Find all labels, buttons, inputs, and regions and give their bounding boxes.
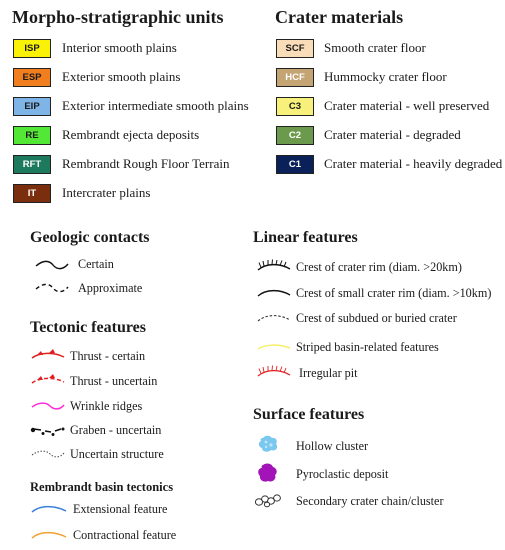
morpho-unit-isp: [13, 39, 51, 58]
morpho-unit-label: Rembrandt Rough Floor Terrain: [62, 156, 230, 171]
uncertain-structure-symbol: [30, 448, 66, 460]
irregular-pit-symbol: [256, 367, 294, 379]
extensional-feature-symbol: [30, 503, 68, 515]
crater-unit-c2: [276, 126, 314, 145]
surface-label: Pyroclastic deposit: [296, 467, 389, 481]
linear-label: Crest of subdued or buried crater: [296, 311, 457, 325]
thrust-uncertain-symbol: [30, 375, 66, 387]
morpho-unit-label: Intercrater plains: [62, 185, 151, 200]
linear-label: Crest of crater rim (diam. >20km): [296, 260, 462, 274]
unit-swatch: RE: [13, 126, 51, 145]
tectonic-label: Graben - uncertain: [70, 423, 162, 437]
morpho-unit-esp: [13, 68, 51, 87]
unit-swatch: C3: [276, 97, 314, 116]
contractional-feature-symbol: [30, 529, 68, 541]
morpho-unit-eip: [13, 97, 51, 116]
crater-heading: Crater materials: [275, 7, 404, 27]
crater-unit-label: Crater material - well preserved: [324, 98, 490, 113]
crater-unit-label: Smooth crater floor: [324, 40, 426, 55]
linear-label: Irregular pit: [299, 366, 358, 380]
linear-heading: Linear features: [253, 229, 358, 246]
crater-unit-label: Crater material - heavily degraded: [324, 156, 503, 171]
hollow-cluster-icon: [258, 434, 280, 454]
unit-swatch: RFT: [13, 155, 51, 174]
surface-heading: Surface features: [253, 406, 365, 423]
contact-approximate-symbol: [34, 282, 70, 294]
rembrandt-label: Extensional feature: [73, 502, 168, 516]
wrinkle-ridge-symbol: [30, 400, 66, 412]
striped-feature-symbol: [256, 341, 292, 353]
tectonic-label: Uncertain structure: [70, 447, 164, 461]
crater-unit-hcf: [276, 68, 314, 87]
crater-unit-label: Hummocky crater floor: [324, 69, 447, 84]
morpho-unit-re: [13, 126, 51, 145]
secondary-crater-chain-icon: [254, 491, 284, 509]
morpho-unit-label: Exterior smooth plains: [62, 69, 181, 84]
unit-swatch: HCF: [276, 68, 314, 87]
morpho-heading: Morpho-stratigraphic units: [12, 7, 224, 27]
tectonic-heading: Tectonic features: [30, 319, 146, 336]
linear-label: Striped basin-related features: [296, 340, 439, 354]
unit-swatch: EIP: [13, 97, 51, 116]
buried-crater-symbol: [256, 312, 292, 324]
morpho-unit-label: Exterior intermediate smooth plains: [62, 98, 249, 113]
crater-unit-scf: [276, 39, 314, 58]
contact-label: Approximate: [78, 281, 143, 295]
unit-swatch: ESP: [13, 68, 51, 87]
small-crater-rim-symbol: [256, 287, 292, 299]
pyroclastic-deposit-icon: [257, 462, 279, 484]
crater-rim-crest-symbol: [256, 261, 292, 273]
tectonic-label: Thrust - uncertain: [70, 374, 158, 388]
crater-unit-c1: [276, 155, 314, 174]
linear-label: Crest of small crater rim (diam. >10km): [296, 286, 492, 300]
unit-swatch: C1: [276, 155, 314, 174]
morpho-unit-it: [13, 184, 51, 203]
thrust-certain-symbol: [30, 350, 66, 362]
morpho-unit-rft: [13, 155, 51, 174]
contact-label: Certain: [78, 257, 114, 271]
morpho-unit-label: Interior smooth plains: [62, 40, 177, 55]
rembrandt-label: Contractional feature: [73, 528, 177, 542]
surface-label: Hollow cluster: [296, 439, 369, 453]
morpho-unit-label: Rembrandt ejecta deposits: [62, 127, 200, 142]
crater-unit-c3: [276, 97, 314, 116]
graben-uncertain-symbol: [30, 424, 66, 436]
contacts-heading: Geologic contacts: [30, 229, 150, 246]
unit-swatch: SCF: [276, 39, 314, 58]
tectonic-label: Thrust - certain: [70, 349, 146, 363]
unit-swatch: IT: [13, 184, 51, 203]
unit-swatch: C2: [276, 126, 314, 145]
unit-swatch: ISP: [13, 39, 51, 58]
crater-unit-label: Crater material - degraded: [324, 127, 461, 142]
tectonic-label: Wrinkle ridges: [70, 399, 143, 413]
surface-label: Secondary crater chain/cluster: [296, 494, 444, 508]
contact-certain-symbol: [34, 259, 70, 271]
rembrandt-heading: Rembrandt basin tectonics: [30, 480, 174, 494]
